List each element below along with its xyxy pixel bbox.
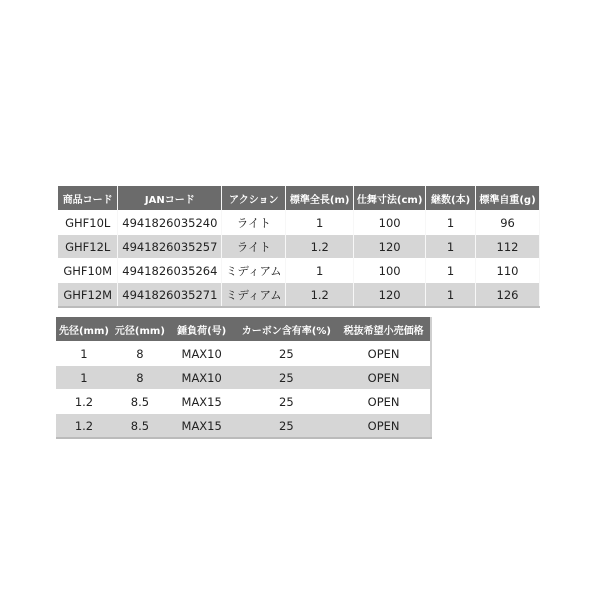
- cell: 100: [354, 259, 426, 283]
- col-header-weight: 標準自重(g): [476, 186, 540, 211]
- cell: 120: [354, 283, 426, 308]
- table-row: [58, 259, 540, 283]
- cell: OPEN: [337, 414, 431, 439]
- col-header-product-code: 商品コード: [58, 186, 118, 211]
- cell: ライト: [222, 211, 286, 235]
- col-header-retail-price: 税抜希望小売価格: [337, 317, 431, 342]
- cell: 110: [476, 259, 540, 283]
- cell: 1: [56, 366, 112, 390]
- cell: MAX10: [168, 366, 236, 390]
- cell: MAX15: [168, 390, 236, 414]
- cell: 8: [112, 342, 168, 366]
- cell: 1: [426, 235, 476, 259]
- table-row: [56, 342, 431, 366]
- col-header-carbon-content: カーボン含有率(%): [235, 317, 337, 342]
- col-header-closed-length: 仕舞寸法(cm): [354, 186, 426, 211]
- cell: 8.5: [112, 390, 168, 414]
- cell: 25: [235, 342, 337, 366]
- col-header-tip-diameter: 先径(mm): [56, 317, 112, 342]
- cell: 100: [354, 211, 426, 235]
- col-header-sinker-load: 錘負荷(号): [168, 317, 236, 342]
- cell: GHF12L: [58, 235, 118, 259]
- table-row: [56, 366, 431, 390]
- cell: ライト: [222, 235, 286, 259]
- cell: 126: [476, 283, 540, 308]
- cell: 1.2: [286, 283, 354, 308]
- table-row: [58, 283, 540, 308]
- cell: GHF10M: [58, 259, 118, 283]
- spec-table-2: [56, 317, 432, 439]
- cell: ミディアム: [222, 283, 286, 308]
- table-row: [56, 414, 431, 439]
- table-row: [58, 211, 540, 235]
- cell: OPEN: [337, 342, 431, 366]
- cell: 4941826035264: [118, 259, 222, 283]
- cell: 4941826035257: [118, 235, 222, 259]
- cell: 8: [112, 366, 168, 390]
- cell: GHF10L: [58, 211, 118, 235]
- cell: 4941826035240: [118, 211, 222, 235]
- table-header-row: [58, 186, 540, 211]
- cell: ミディアム: [222, 259, 286, 283]
- col-header-length: 標準全長(m): [286, 186, 354, 211]
- cell: MAX10: [168, 342, 236, 366]
- cell: 1.2: [286, 235, 354, 259]
- cell: 25: [235, 414, 337, 439]
- cell: OPEN: [337, 390, 431, 414]
- cell: 120: [354, 235, 426, 259]
- cell: 25: [235, 390, 337, 414]
- cell: 96: [476, 211, 540, 235]
- table-header-row: [56, 317, 431, 342]
- cell: 1.2: [56, 390, 112, 414]
- cell: 8.5: [112, 414, 168, 439]
- cell: 1: [426, 259, 476, 283]
- cell: 4941826035271: [118, 283, 222, 308]
- col-header-jan-code: JANコード: [118, 186, 222, 211]
- col-header-butt-diameter: 元径(mm): [112, 317, 168, 342]
- cell: 1: [286, 211, 354, 235]
- cell: 1: [286, 259, 354, 283]
- cell: 1: [426, 283, 476, 308]
- cell: OPEN: [337, 366, 431, 390]
- cell: 25: [235, 366, 337, 390]
- table-row: [56, 390, 431, 414]
- cell: MAX15: [168, 414, 236, 439]
- cell: 1: [426, 211, 476, 235]
- col-header-sections: 継数(本): [426, 186, 476, 211]
- cell: 1: [56, 342, 112, 366]
- cell: 1.2: [56, 414, 112, 439]
- cell: GHF12M: [58, 283, 118, 308]
- col-header-action: アクション: [222, 186, 286, 211]
- table-row: [58, 235, 540, 259]
- spec-table-1: [58, 186, 540, 308]
- cell: 112: [476, 235, 540, 259]
